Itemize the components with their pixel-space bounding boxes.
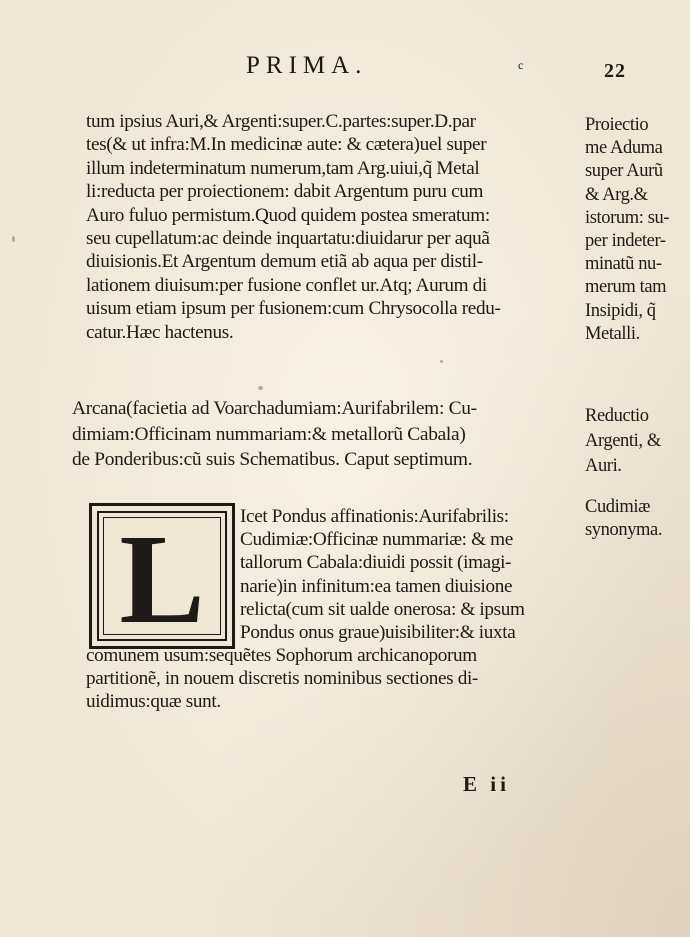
running-head: PRIMA. <box>246 52 368 79</box>
heading-line: Arcana(facietia ad Voarchadumiam:Aurifabrilem: Cu- <box>72 398 477 419</box>
signature-mark: E ii <box>463 772 510 796</box>
paragraph-1 <box>86 110 574 344</box>
text-line: Auro fuluo permistum.Quod quidem postea smeratum: <box>86 204 490 226</box>
text-line: uisum etiam ipsum per fusionem:cum Chrysocolla redu- <box>86 298 501 320</box>
text-line: comunem usum:sequẽtes Sophorum archicanoporum <box>86 645 477 666</box>
text-line: tes(& ut infra:M.In medicinæ aute: & cætera)uel super <box>86 134 487 156</box>
text-line: partitionẽ, in nouem discretis nominibus sectiones di- <box>86 668 478 690</box>
margin-line: Reductio <box>585 406 649 426</box>
text-line: diuisionis.Et Argentum demum etiã ab aqua per distil- <box>86 251 483 273</box>
margin-line: & Arg.& <box>585 184 648 205</box>
decorated-initial <box>89 503 235 649</box>
text-line: Cudimiæ:Officinæ nummariæ: & me <box>240 529 513 551</box>
chapter-heading <box>72 396 576 473</box>
margin-line: Insipidi, q̃ <box>585 300 656 321</box>
margin-line: Auri. <box>585 456 622 476</box>
heading-line: de Ponderibus:cũ suis Schematibus. Caput septimum. <box>72 449 473 470</box>
marginal-note-proiectio <box>585 114 689 346</box>
margin-line: Cudimiæ <box>585 497 651 517</box>
heading-line: dimiam:Officinam nummariam:& metallorũ Cabala) <box>72 423 466 445</box>
text-line: catur.Hæc hactenus. <box>86 321 234 343</box>
margin-line: me Aduma <box>585 138 663 159</box>
text-line: tallorum Cabala:diuidi possit (imagi- <box>240 552 512 574</box>
text-line: Pondus onus graue)uisibiliter:& iuxta <box>240 622 516 644</box>
initial-letter: L <box>119 508 205 650</box>
margin-line: Argenti, & <box>585 431 661 451</box>
ink-speck <box>440 360 443 363</box>
text-line: uidimus:quæ sunt. <box>86 691 221 713</box>
margin-line: istorum: su- <box>585 207 670 228</box>
text-line: li:reducta per proiectionem: dabit Argentum puru cum <box>86 181 484 203</box>
margin-line: synonyma. <box>585 520 663 541</box>
margin-line: per indeter- <box>585 231 666 252</box>
stray-mark: c <box>518 58 524 72</box>
marginal-note-cudimiae <box>585 496 689 542</box>
text-line: Icet Pondus affinationis:Aurifabrilis: <box>240 506 509 527</box>
text-line: lationem diuisum:per fusione conflet ur.Atq; Aurum di <box>86 274 487 296</box>
text-line: narie)in infinitum:ea tamen diuisione <box>240 575 513 597</box>
marginal-note-reductio <box>585 404 689 479</box>
margin-line: super Aurũ <box>585 161 663 182</box>
text-line: seu cupellatum:ac deinde inquartatu:diuidarur per aquã <box>86 228 490 250</box>
text-line: relicta(cum sit ualde onerosa: & ipsum <box>240 598 525 620</box>
margin-line: Proiectio <box>585 115 649 135</box>
text-line: illum indeterminatum numerum,tam Arg.uiui,q̃ Metal <box>86 157 480 179</box>
margin-line: minatũ nu- <box>585 254 662 275</box>
ink-speck <box>12 236 15 242</box>
ink-speck <box>258 386 263 390</box>
margin-line: merum tam <box>585 277 667 298</box>
paragraph-2 <box>240 505 576 644</box>
text-line: tum ipsius Auri,& Argenti:super.C.partes:super.D.par <box>86 111 476 132</box>
margin-line: Metalli. <box>585 323 640 344</box>
page-number: 22 <box>604 60 626 82</box>
paragraph-3 <box>86 644 576 714</box>
